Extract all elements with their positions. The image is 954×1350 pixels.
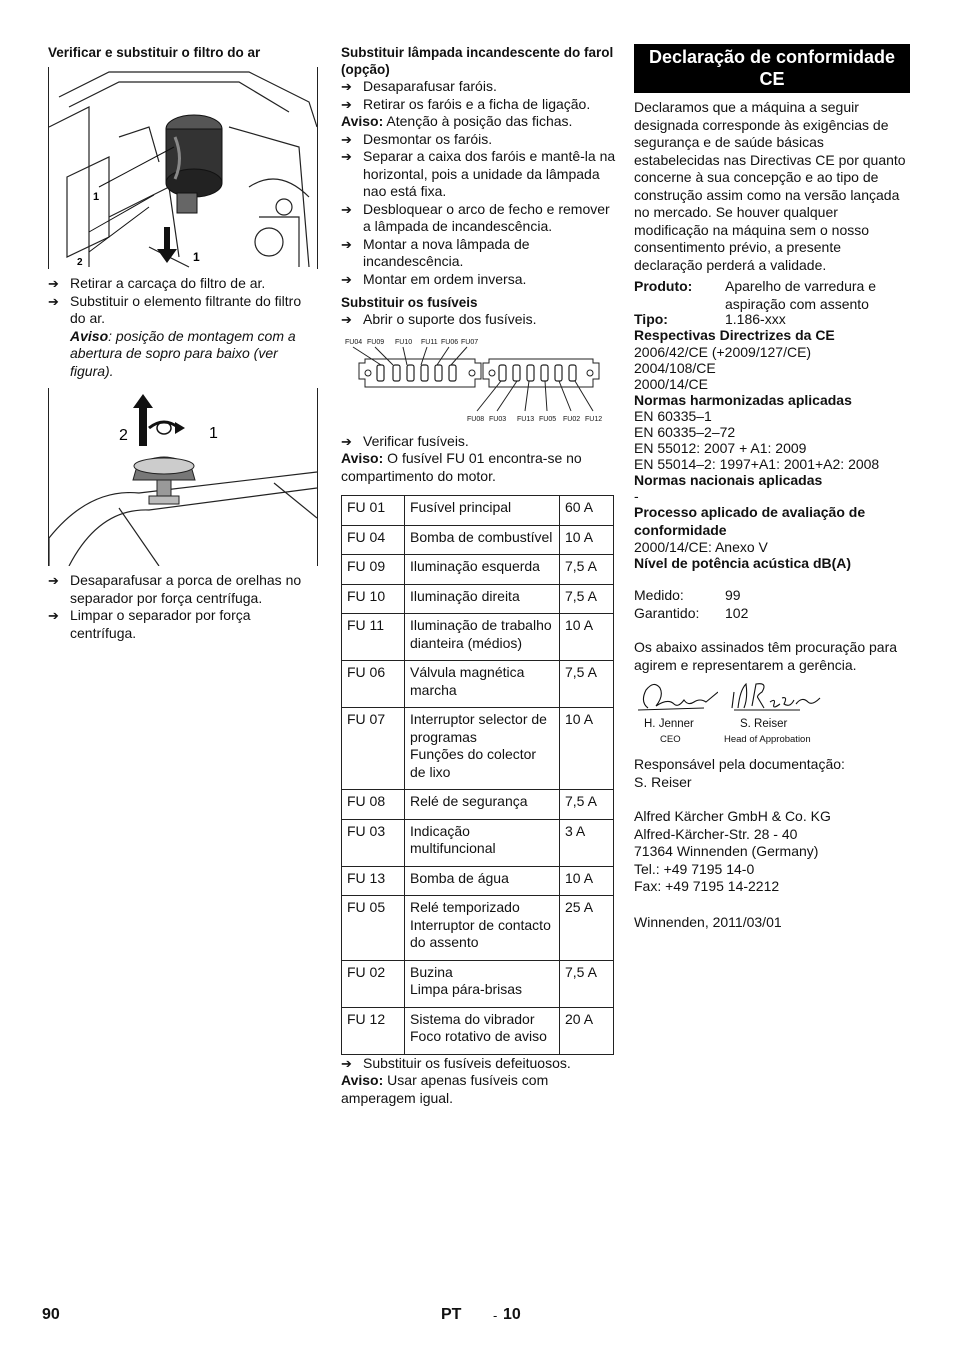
arrow-up-icon [133, 394, 153, 446]
step-item: ➔ Desmontar os faróis. [341, 130, 493, 147]
arrow-right-icon: ➔ [341, 201, 352, 217]
fuse-row [342, 661, 614, 708]
fuse-amp-cell: 10 A [560, 708, 614, 790]
fuse-label: FU04 [345, 338, 363, 346]
fuse-amp-cell: 10 A [560, 866, 614, 896]
fuse-amp-cell: 7,5 A [560, 584, 614, 614]
fuse-id-cell: FU 11 [342, 614, 405, 661]
arrow-down-icon [157, 227, 177, 263]
fuse-desc-cell: Relé de segurança [405, 790, 560, 820]
fuse-row [342, 790, 614, 820]
column-lamp-fuses [341, 44, 616, 1107]
step-item: ➔ Limpar o separador por força centrífuga. [48, 607, 251, 641]
fuse-label: FU06 [441, 338, 459, 346]
fuse-desc-cell: Iluminação esquerda [405, 555, 560, 585]
norm-item: EN 60335–2–72 [634, 424, 736, 440]
separator-illustration [49, 388, 317, 566]
arrow-right-icon: ➔ [341, 131, 352, 147]
arrow-right-icon: ➔ [341, 79, 352, 94]
directives-heading: Respectivas Directrizes da CE [634, 326, 835, 343]
fuse-id-cell: FU 10 [342, 584, 405, 614]
sound-heading: Nível de potência acústica dB(A) [634, 555, 852, 571]
note-fu01: Aviso: O fusível FU 01 encontra-se no compartimento do motor. [341, 450, 582, 484]
step-item: ➔ Montar a nova lâmpada de incandescência. [341, 235, 530, 269]
figure-label-1: 1 [209, 425, 218, 442]
process-value: 2000/14/CE: Anexo V [634, 539, 768, 555]
section-heading-fuses: Substituir os fusíveis [341, 295, 478, 310]
fuse-row [342, 960, 614, 1007]
fuse-label: FU13 [517, 415, 535, 423]
step-item: ➔ Substituir os fusíveis defeituosos. [341, 1054, 571, 1071]
fuse-label: FU03 [489, 415, 507, 423]
figure-label-2: 2 [77, 257, 83, 268]
norms-heading: Normas harmonizadas aplicadas [634, 392, 852, 408]
fuse-desc-cell: Bomba de água [405, 866, 560, 896]
signer-name: S. Reiser [740, 718, 788, 730]
doc-responsible-label: Responsável pela documentação: [634, 756, 845, 772]
step-item: ➔ Separar a caixa dos faróis e mantê-la na horizontal, pois a unidade da lâmpada nao está fixa. [341, 148, 616, 199]
step-item: ➔ Substituir o elemento filtrante do filtro do ar. [48, 292, 302, 326]
fuse-amp-cell: 3 A [560, 819, 614, 866]
fuse-amp-cell: 7,5 A [560, 555, 614, 585]
fuse-id-cell: FU 05 [342, 896, 405, 961]
fuse-id-cell: FU 12 [342, 1007, 405, 1054]
directive-item: 2006/42/CE (+2009/127/CE) [634, 344, 812, 360]
fuse-desc-cell: Relé temporizado Interruptor de contacto do assento [405, 896, 560, 961]
column-air-filter [48, 44, 318, 642]
figure-label-2: 2 [119, 427, 128, 444]
fuse-amp-cell: 25 A [560, 896, 614, 961]
product-row: Produto: Aparelho de varredura e aspiração com assento [634, 278, 876, 312]
fuse-id-cell: FU 04 [342, 525, 405, 555]
conformity-heading: Declaração de conformidade CE [634, 44, 910, 93]
signer-role: Head of Approbation [724, 734, 811, 745]
fuse-label: FU09 [367, 338, 385, 346]
fuse-label: FU02 [563, 415, 581, 423]
directive-item: 2004/108/CE [634, 360, 716, 376]
arrow-right-icon: ➔ [341, 312, 352, 327]
fuse-desc-cell: Fusível principal [405, 496, 560, 526]
signature-jenner-mark [634, 678, 718, 716]
fuse-amp-cell: 20 A [560, 1007, 614, 1054]
fuse-amp-cell: 60 A [560, 496, 614, 526]
fuse-id-cell: FU 13 [342, 866, 405, 896]
fuse-label: FU12 [585, 415, 603, 423]
fuse-row [342, 896, 614, 961]
fuse-row [342, 555, 614, 585]
arrow-right-icon: ➔ [341, 1055, 352, 1071]
national-value: - [634, 488, 639, 504]
signature-block [634, 678, 910, 748]
fuse-id-cell: FU 02 [342, 960, 405, 1007]
step-item: ➔ Retirar os faróis e a ficha de ligação. [341, 95, 591, 112]
measured-row: Medido: 99 [634, 587, 741, 603]
section-heading-lamp: Substituir lâmpada incandescente do farol (opção) [341, 45, 614, 77]
fuse-amp-cell: 10 A [560, 525, 614, 555]
arrow-right-icon: ➔ [48, 293, 59, 309]
fuse-amp-cell: 7,5 A [560, 960, 614, 1007]
norm-item: EN 55014–2: 1997+A1: 2001+A2: 2008 [634, 456, 880, 472]
fuse-id-cell: FU 07 [342, 708, 405, 790]
fuse-label: FU11 [421, 338, 438, 346]
national-heading: Normas nacionais aplicadas [634, 472, 823, 488]
step-item: ➔ Desaparafusar a porca de orelhas no separador por força centrífuga. [48, 572, 302, 606]
footer-separator: - [493, 1308, 498, 1323]
fuse-holder-figure [341, 335, 616, 427]
fuse-row [342, 614, 614, 661]
fuse-amp-cell: 7,5 A [560, 661, 614, 708]
fuse-id-cell: FU 01 [342, 496, 405, 526]
figure-label-1b: 1 [193, 250, 200, 264]
signers-text: Os abaixo assinados têm procuração para agirem e representarem a gerência. [634, 639, 898, 673]
fuse-label: FU10 [395, 338, 413, 346]
fuse-id-cell: FU 09 [342, 555, 405, 585]
fuse-label: FU08 [467, 415, 485, 423]
norm-item: EN 55012: 2007 + A1: 2009 [634, 440, 807, 456]
fuse-row [342, 1007, 614, 1054]
signature-reiser [724, 678, 824, 745]
step-item: ➔ Verificar fusíveis. [341, 432, 469, 449]
arrow-right-icon: ➔ [341, 271, 352, 287]
sub-page-number: 10 [503, 1306, 521, 1323]
signature-reiser-mark [724, 678, 824, 716]
guaranteed-row: Garantido: 102 [634, 604, 749, 621]
company-address: Alfred Kärcher GmbH & Co. KG Alfred-Kärcher-Str. 28 - 40 71364 Winnenden (Germany) Tel.: +49 7195 14-0 Fax: +49 7195 14-2212 [634, 808, 831, 894]
fuse-label: FU05 [539, 415, 557, 423]
fuse-id-cell: FU 06 [342, 661, 405, 708]
fuse-row [342, 584, 614, 614]
type-row: Tipo: 1.186-xxx [634, 311, 786, 327]
note-mounting: Aviso: posição de montagem com a abertura de sopro para baixo (ver figura). [70, 327, 296, 379]
fuse-desc-cell: Iluminação de trabalho dianteira (médios) [405, 614, 560, 661]
arrow-right-icon: ➔ [341, 236, 352, 252]
air-filter-illustration [49, 67, 317, 269]
fuse-holder-diagram [341, 335, 611, 427]
directive-item: 2000/14/CE [634, 376, 708, 392]
signer-name: H. Jenner [644, 718, 694, 730]
step-item: ➔ Retirar a carcaça do filtro de ar. [48, 275, 266, 291]
arrow-right-icon: ➔ [341, 96, 352, 112]
signature-jenner [634, 678, 718, 745]
fuse-amp-cell: 10 A [560, 614, 614, 661]
note-amperage: Aviso: Usar apenas fusíveis com amperagem igual. [341, 1072, 549, 1106]
fuse-desc-cell: Indicação multifuncional [405, 819, 560, 866]
fuse-amp-cell: 7,5 A [560, 790, 614, 820]
fuse-row [342, 708, 614, 790]
process-heading: Processo aplicado de avaliação de conformidade [634, 504, 866, 538]
arrow-right-icon: ➔ [48, 573, 59, 588]
fuse-desc-cell: Válvula magnética marcha [405, 661, 560, 708]
signer-role: CEO [660, 734, 681, 745]
fuse-desc-cell: Bomba de combustível [405, 525, 560, 555]
fuse-row [342, 525, 614, 555]
arrow-right-icon: ➔ [341, 149, 352, 164]
arrow-right-icon: ➔ [48, 276, 59, 291]
fuse-row [342, 866, 614, 896]
step-item: ➔ Desbloquear o arco de fecho e remover a lâmpada de incandescência. [341, 200, 610, 234]
step-item: ➔ Abrir o suporte dos fusíveis. [341, 311, 537, 327]
fuse-table [341, 495, 614, 1055]
column-conformity [634, 44, 910, 931]
fuse-desc-cell: Interruptor selector de programas Funções do colector de lixo [405, 708, 560, 790]
step-item: ➔ Montar em ordem inversa. [341, 270, 527, 287]
norm-item: EN 60335–1 [634, 408, 712, 424]
place-date: Winnenden, 2011/03/01 [634, 913, 782, 930]
note-plugs: Aviso: Atenção à posição das fichas. [341, 113, 573, 129]
figure-label-1: 1 [93, 191, 100, 203]
arrow-right-icon: ➔ [48, 608, 59, 623]
fuse-desc-cell: Buzina Limpa pára-brisas [405, 960, 560, 1007]
page-number: 90 [42, 1306, 60, 1323]
fuse-desc-cell: Sistema do vibrador Foco rotativo de aviso [405, 1007, 560, 1054]
fuse-id-cell: FU 03 [342, 819, 405, 866]
separator-figure [48, 388, 318, 566]
step-item: ➔ Desaparafusar faróis. [341, 78, 497, 94]
fuse-desc-cell: Iluminação direita [405, 584, 560, 614]
arrow-right-icon: ➔ [341, 433, 352, 449]
fuse-id-cell: FU 08 [342, 790, 405, 820]
fuse-row [342, 496, 614, 526]
conformity-intro: Declaramos que a máquina a seguir designada corresponde às exigências de segurança e de saúde básicas estabelecidas nas Directivas CE por quanto concerne à sua concepção e ao tipo de construção assim como na versão lançada no mercado. Se houver qualquer modificação na máquina sem o nosso consentimento prévio, a presente declaração perderá a validade. [634, 99, 906, 273]
air-filter-figure [48, 67, 318, 269]
section-heading-air-filter: Verificar e substituir o filtro do ar [48, 45, 261, 60]
fuse-label: FU07 [461, 338, 479, 346]
fuse-row [342, 819, 614, 866]
doc-responsible-name: S. Reiser [634, 773, 692, 790]
language-code: PT [441, 1306, 462, 1323]
